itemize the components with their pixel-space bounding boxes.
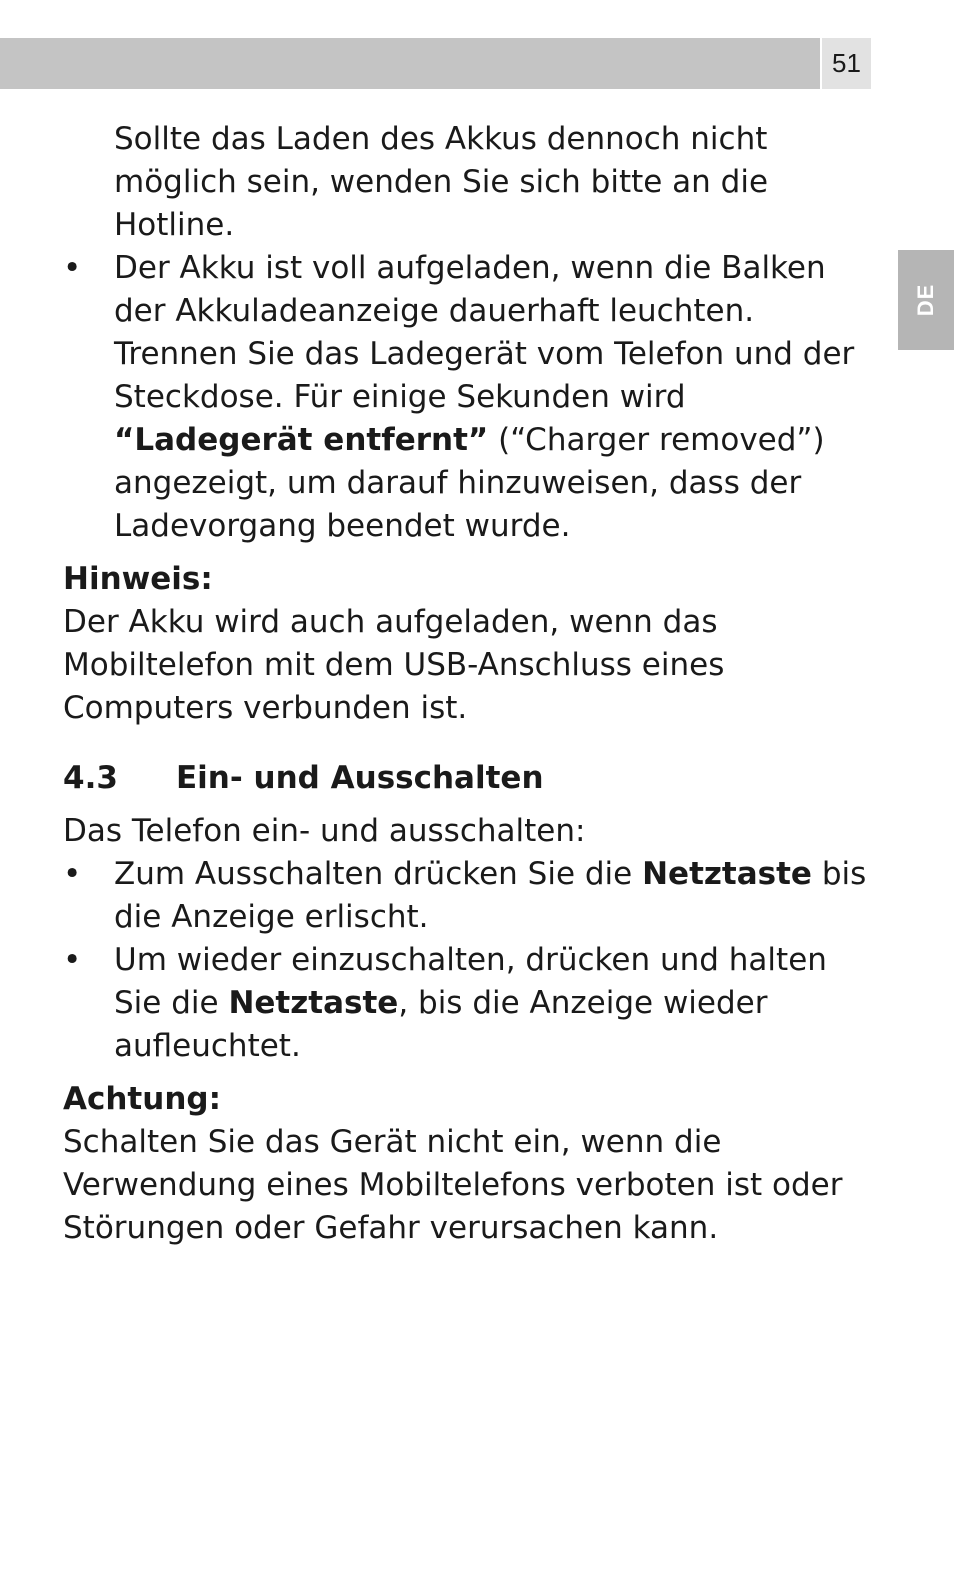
warning-text: Schalten Sie das Gerät nicht ein, wenn die Verwendung eines Mobiltelefons verboten ist oder Störungen oder Gefahr verursachen kann. (63, 1124, 843, 1246)
bullet-text: Der Akku ist voll aufgeladen, wenn die Balken der Akkuladeanzeige dauerhaft leuchten. Trennen Sie das Ladegerät vom Telefon und der Steckdose. Für einige Sekunden wird (114, 250, 855, 415)
list-item (63, 247, 883, 548)
note-heading: Hinweis: (63, 561, 213, 597)
bullet-text-end: , bis die Anzeige wieder aufleuchtet. (114, 985, 768, 1064)
list-item (63, 939, 883, 1068)
section-bullet-list (63, 853, 883, 1068)
bullet-text-end: (“Charger removed”) angezeigt, um darauf hinzuweisen, dass der Ladevorgang beendet wurde. (114, 422, 825, 544)
page-content (63, 118, 883, 1250)
language-tab-label: DE (913, 283, 938, 317)
bullet-text-end: bis die Anzeige erlischt. (114, 856, 867, 935)
continued-paragraph: Sollte das Laden des Akkus dennoch nicht möglich sein, wenden Sie sich bitte an die Hotline. (114, 121, 769, 243)
header-bar (0, 38, 820, 89)
bullet-marker: • (63, 942, 82, 978)
list-item (63, 853, 883, 939)
bullet-marker: • (63, 856, 82, 892)
language-tab (898, 250, 954, 350)
section-intro: Das Telefon ein- und ausschalten: (63, 813, 586, 849)
bullet-marker: • (63, 250, 82, 286)
page-number: 51 (822, 38, 871, 89)
note-text: Der Akku wird auch aufgeladen, wenn das Mobiltelefon mit dem USB-Anschluss eines Computers verbunden ist. (63, 604, 725, 726)
bullet-text: Um wieder einzuschalten, drücken und halten Sie die (114, 942, 827, 1021)
section-number: 4.3 (63, 760, 118, 796)
bullet-bold-text: Netztaste (228, 985, 399, 1021)
bullet-text: Zum Ausschalten drücken Sie die (114, 856, 643, 892)
section-heading (63, 757, 883, 800)
section-title: Ein- und Ausschalten (176, 760, 544, 796)
bullet-bold-text: “Ladegerät entfernt” (114, 422, 489, 458)
charging-bullet-list (63, 247, 883, 548)
warning-heading: Achtung: (63, 1081, 221, 1117)
bullet-bold-text: Netztaste (642, 856, 812, 892)
